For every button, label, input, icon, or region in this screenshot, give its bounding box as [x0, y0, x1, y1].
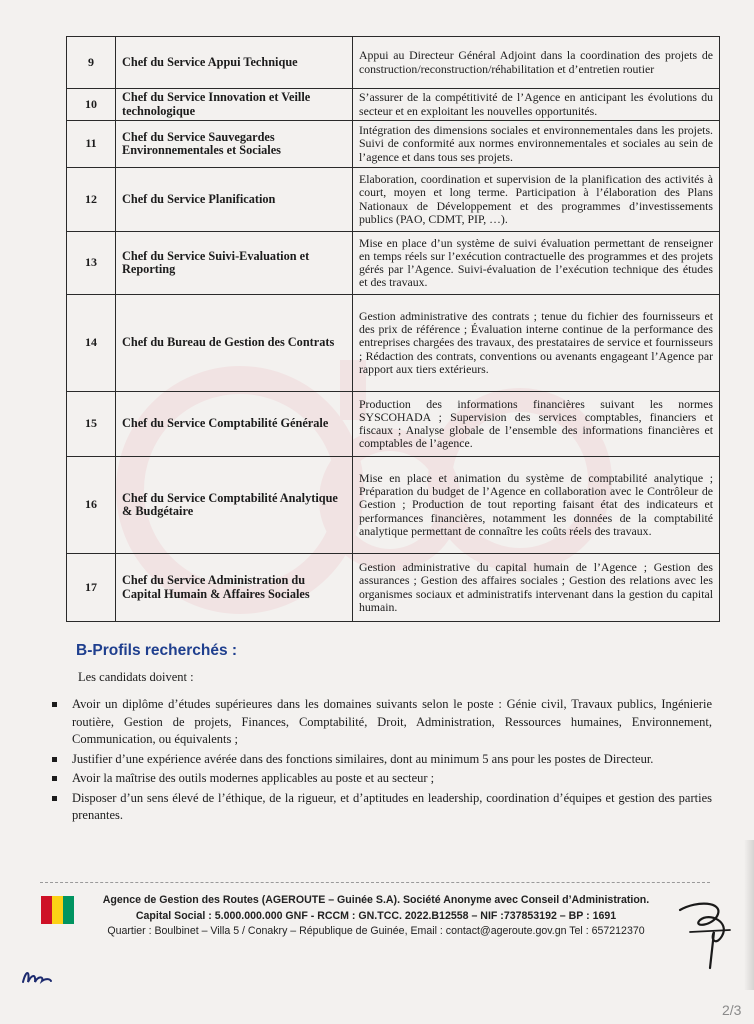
footer-company: Agence de Gestion des Routes (AGEROUTE – Guinée S.A). Société Anonyme avec Conseil d’Administration. — [102, 894, 650, 906]
profiles-intro: Les candidats doivent : — [78, 670, 194, 684]
role-number: 15 — [67, 392, 116, 457]
role-title: Chef du Service Comptabilité Analytique & Budgétaire — [116, 457, 353, 554]
list-item — [52, 751, 712, 769]
page-number: 2/3 — [722, 1002, 742, 1018]
guinea-flag-icon — [41, 896, 74, 924]
role-title: Chef du Service Administration du Capital Humain & Affaires Sociales — [116, 554, 353, 622]
list-item — [52, 790, 712, 825]
table-row — [67, 168, 720, 232]
role-title: Chef du Bureau de Gestion des Contrats — [116, 295, 353, 392]
roles-table — [66, 36, 720, 622]
profiles-heading: B-Profils recherchés : — [76, 642, 238, 659]
table-row — [67, 295, 720, 392]
role-description: S’assurer de la compétitivité de l’Agence en anticipant les évolutions du secteur et en exploitant les nouvelles opportunités. — [353, 89, 720, 121]
role-title: Chef du Service Sauvegardes Environnementales et Sociales — [116, 121, 353, 168]
footer-capital: Capital Social : 5.000.000.000 GNF - RCCM : GN.TCC. 2022.B12558 – NIF :737853192 – BP : 1691 — [135, 909, 617, 922]
role-number: 11 — [67, 121, 116, 168]
role-description: Gestion administrative des contrats ; tenue du fichier des fournisseurs et des prix de référence ; Évaluation interne continue de la performance des entreprises chargées des travaux, des prestataires de service et fournisseurs ; Rédaction des contrats, conventions ou avenants engageant l’Agence par rapport aux tiers extérieurs. — [353, 295, 720, 392]
role-description: Mise en place d’un système de suivi évaluation permettant de renseigner en temps réels sur l’exécution contractuelle des programmes et des projets gérés par l’Agence. Suivi-évaluation de l’exécution technique des études et des travaux. — [353, 232, 720, 295]
list-item-text: Avoir la maîtrise des outils modernes applicables au poste et au secteur ; — [72, 771, 435, 785]
table-row — [67, 554, 720, 622]
table-row — [67, 232, 720, 295]
role-title: Chef du Service Innovation et Veille technologique — [116, 89, 353, 121]
bullet-icon — [52, 702, 57, 707]
role-description: Appui au Directeur Général Adjoint dans la coordination des projets de construction/reconstruction/réhabilitation et d’entretien routier — [353, 37, 720, 89]
table-row — [67, 392, 720, 457]
role-number: 13 — [67, 232, 116, 295]
initials-icon — [20, 966, 54, 988]
role-number: 12 — [67, 168, 116, 232]
list-item — [52, 696, 712, 749]
role-title: Chef du Service Comptabilité Générale — [116, 392, 353, 457]
table-row — [67, 89, 720, 121]
role-number: 16 — [67, 457, 116, 554]
page-edge-shadow — [744, 840, 754, 990]
role-description: Mise en place et animation du système de comptabilité analytique ; Préparation du budget de l’Agence en collaboration avec le Contrôleur de Gestion ; Production de tout reporting faisant état des indicateurs et performances financières, notamment les données de la comptabilité analytique permettant de connaître les coûts réels des travaux. — [353, 457, 720, 554]
profiles-list — [52, 696, 712, 827]
role-title: Chef du Service Planification — [116, 168, 353, 232]
role-description: Elaboration, coordination et supervision de la planification des activités à court, moyen et long terme. Participation à l’élaboration des Plans Nationaux de Développement et des programmes d’investissements publics (PAO, CDMT, PIP, …). — [353, 168, 720, 232]
footer-address: Quartier : Boulbinet – Villa 5 / Conakry – République de Guinée, Email : contact@ageroute.gov.gn Tel : 657212370 — [107, 925, 645, 937]
table-row — [67, 37, 720, 89]
role-title: Chef du Service Suivi-Evaluation et Reporting — [116, 232, 353, 295]
table-row — [67, 121, 720, 168]
role-number: 10 — [67, 89, 116, 121]
table-row — [67, 457, 720, 554]
role-number: 17 — [67, 554, 116, 622]
footer — [76, 893, 676, 940]
role-description: Gestion administrative du capital humain de l’Agence ; Gestion des assurances ; Gestion des affaires sociales ; Gestion des relations avec les organismes sociaux et administratifs intervenant dans la gestion du capital humain. — [353, 554, 720, 622]
role-number: 14 — [67, 295, 116, 392]
role-description: Intégration des dimensions sociales et environnementales dans les projets. Suivi de conformité aux normes environnementales et sociales au sein de l’agence et dans tous ses projets. — [353, 121, 720, 168]
list-item-text: Avoir un diplôme d’études supérieures dans les domaines suivants selon le poste : Génie civil, Travaux publics, Ingénierie routière, Gestion de projets, Finances, Comptabilité, Droit, Administration, Ressources humaines, Environnement, Communication, ou équivalents ; — [72, 697, 712, 746]
bullet-icon — [52, 796, 57, 801]
list-item — [52, 770, 712, 788]
signature-icon — [670, 892, 740, 972]
footer-divider — [40, 882, 710, 883]
list-item-text: Justifier d’une expérience avérée dans des fonctions similaires, dont au minimum 5 ans pour les postes de Directeur. — [72, 751, 654, 766]
role-title: Chef du Service Appui Technique — [116, 37, 353, 89]
list-item-text: Disposer d’un sens élevé de l’éthique, de la rigueur, et d’aptitudes en leadership, coordination d’équipes et gestion des parties prenantes. — [72, 790, 712, 822]
bullet-icon — [52, 776, 57, 781]
role-number: 9 — [67, 37, 116, 89]
bullet-icon — [52, 757, 57, 762]
role-description: Production des informations financières suivant les normes SYSCOHADA ; Supervision des services comptables, financiers et fiscaux ; Analyse globale de l’ensemble des informations financières et comptables de l’agence. — [353, 392, 720, 457]
